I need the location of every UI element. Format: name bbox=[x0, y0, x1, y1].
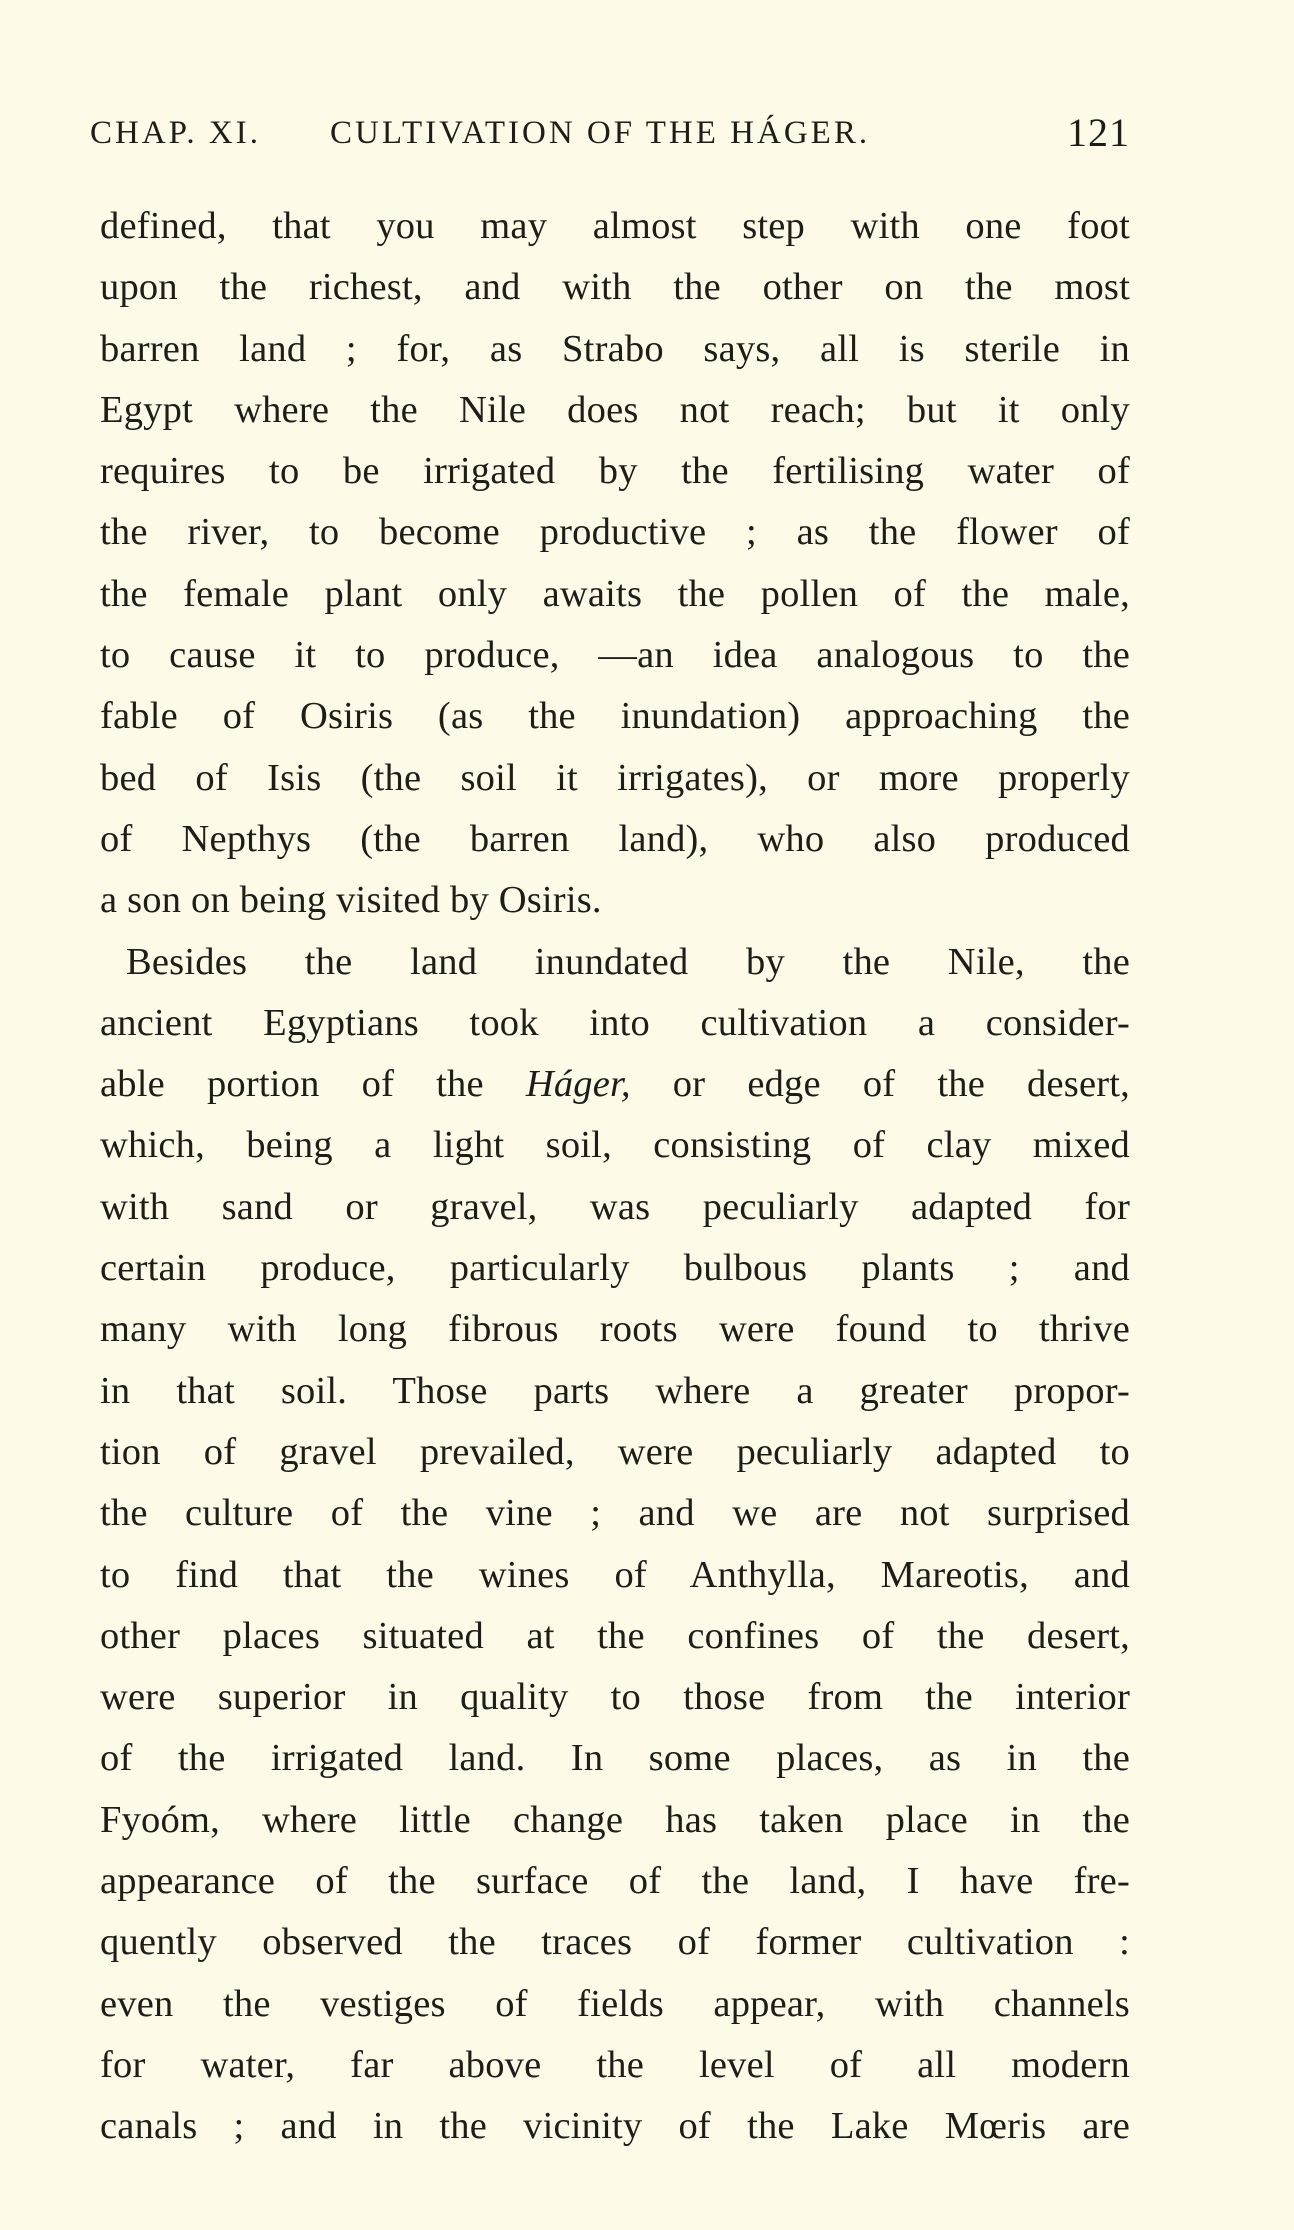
text-line: even the vestiges of fields appear, with channels bbox=[100, 1982, 1130, 2025]
text-line: were superior in quality to those from the interior bbox=[100, 1676, 1130, 1719]
text-line: with sand or gravel, was peculiarly adapted for bbox=[100, 1185, 1130, 1228]
text-line: appearance of the surface of the land, I have fre- bbox=[100, 1860, 1130, 1903]
running-title: CULTIVATION OF THE HÁGER. bbox=[330, 115, 871, 151]
text-line: other places situated at the confines of the desert, bbox=[100, 1614, 1130, 1657]
paragraph-first-line: Besides the land inundated by the Nile, the bbox=[126, 940, 1130, 983]
text-line: of the irrigated land. In some places, as in the bbox=[100, 1737, 1130, 1780]
body-text bbox=[100, 196, 1130, 2158]
text-line: to find that the wines of Anthylla, Mareotis, and bbox=[100, 1553, 1130, 1596]
text-segment: or edge of the desert, bbox=[630, 1063, 1130, 1106]
text-segment: able portion of the bbox=[100, 1063, 526, 1106]
text-line: bed of Isis (the soil it irrigates), or more properly bbox=[100, 756, 1130, 799]
text-line: tion of gravel prevailed, were peculiarly adapted to bbox=[100, 1430, 1130, 1473]
text-line: to cause it to produce, —an idea analogous to the bbox=[100, 634, 1130, 677]
text-line: the culture of the vine ; and we are not surprised bbox=[100, 1492, 1130, 1535]
text-line: for water, far above the level of all modern bbox=[100, 2043, 1130, 2086]
text-line-with-italic bbox=[100, 1054, 1130, 1115]
chapter-label: CHAP. XI. bbox=[90, 115, 261, 151]
text-line: barren land ; for, as Strabo says, all is sterile in bbox=[100, 327, 1130, 370]
page-number: 121 bbox=[1067, 110, 1130, 155]
text-line: certain produce, particularly bulbous plants ; and bbox=[100, 1247, 1130, 1290]
text-line: many with long fibrous roots were found to thrive bbox=[100, 1308, 1130, 1351]
text-line: ancient Egyptians took into cultivation a consider- bbox=[100, 1001, 1130, 1044]
text-line: requires to be irrigated by the fertilising water of bbox=[100, 450, 1130, 493]
text-line: in that soil. Those parts where a greater propor- bbox=[100, 1369, 1130, 1412]
text-line: which, being a light soil, consisting of clay mixed bbox=[100, 1124, 1130, 1167]
text-line: of Nepthys (the barren land), who also produced bbox=[100, 817, 1130, 860]
text-line: canals ; and in the vicinity of the Lake Mœris are bbox=[100, 2105, 1130, 2148]
text-line: fable of Osiris (as the inundation) approaching the bbox=[100, 695, 1130, 738]
paragraph-last-line: a son on being visited by Osiris. bbox=[100, 879, 602, 922]
italic-term: Háger, bbox=[525, 1063, 631, 1106]
text-line: defined, that you may almost step with one foot bbox=[100, 205, 1130, 247]
text-line: the female plant only awaits the pollen of the male, bbox=[100, 572, 1130, 615]
text-line: the river, to become productive ; as the flower of bbox=[100, 511, 1130, 554]
running-head bbox=[90, 108, 1130, 158]
text-line: Fyoóm, where little change has taken place in the bbox=[100, 1798, 1130, 1841]
text-line: Egypt where the Nile does not reach; but it only bbox=[100, 388, 1130, 431]
text-line: quently observed the traces of former cultivation : bbox=[100, 1921, 1130, 1964]
text-line: upon the richest, and with the other on the most bbox=[100, 266, 1130, 309]
